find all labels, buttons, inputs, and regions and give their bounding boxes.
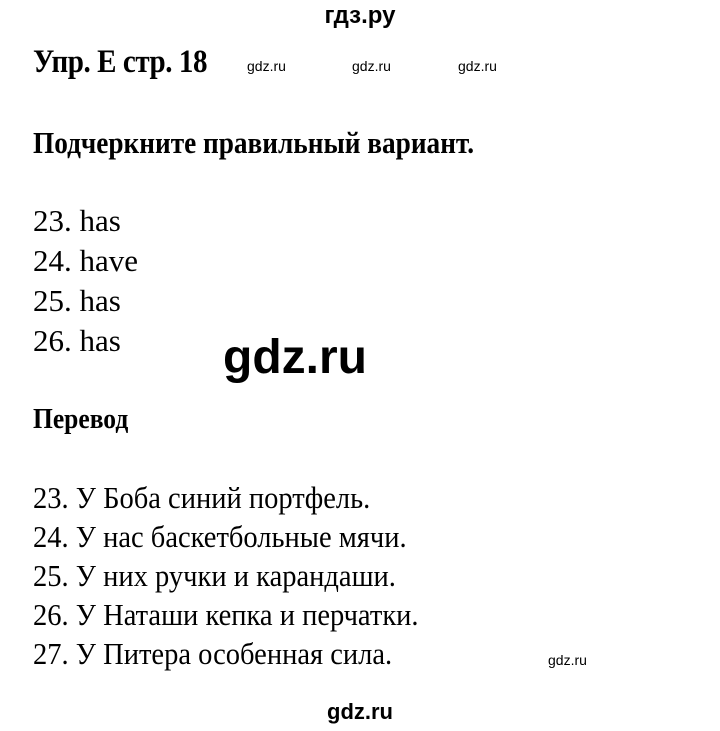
answer-number: 23.: [33, 203, 72, 238]
translation-item: [33, 634, 419, 673]
translations-list: [33, 478, 419, 673]
instruction: Подчеркните правильный вариант.: [33, 125, 475, 160]
answer-number: 25.: [33, 283, 72, 318]
translation-text: У Питера особенная сила.: [75, 636, 393, 671]
watermark-side: gdz.ru: [548, 652, 587, 668]
answer-item: [33, 281, 138, 321]
watermark-top: гдз.ру: [324, 2, 396, 29]
answers-list: [33, 201, 138, 361]
translation-number: 26.: [33, 597, 69, 632]
translation-item: [33, 556, 419, 595]
answer-number: 26.: [33, 323, 72, 358]
translation-heading: Перевод: [33, 403, 129, 435]
translation-number: 27.: [33, 636, 69, 671]
exercise-title: Упр. Е стр. 18: [33, 44, 208, 80]
watermark-title-2: gdz.ru: [352, 58, 391, 74]
translation-text: У Боба синий портфель.: [75, 480, 371, 515]
translation-text: У нас баскетбольные мячи.: [75, 519, 407, 554]
answer-item: [33, 321, 138, 361]
watermark-title-3: gdz.ru: [458, 58, 497, 74]
translation-number: 23.: [33, 480, 69, 515]
watermark-bottom: gdz.ru: [327, 699, 393, 724]
answer-item: [33, 241, 138, 281]
translation-text: У Наташи кепка и перчатки.: [75, 597, 419, 632]
answer-text: has: [79, 203, 121, 238]
answer-text: have: [79, 243, 139, 278]
answer-item: [33, 201, 138, 241]
translation-item: [33, 517, 419, 556]
translation-number: 25.: [33, 558, 69, 593]
watermark-center: gdz.ru: [223, 331, 367, 384]
watermark-title-1: gdz.ru: [247, 58, 286, 74]
answer-text: has: [79, 323, 121, 358]
answer-text: has: [79, 283, 121, 318]
translation-number: 24.: [33, 519, 69, 554]
translation-item: [33, 595, 419, 634]
translation-text: У них ручки и карандаши.: [75, 558, 396, 593]
translation-item: [33, 478, 419, 517]
answer-number: 24.: [33, 243, 72, 278]
